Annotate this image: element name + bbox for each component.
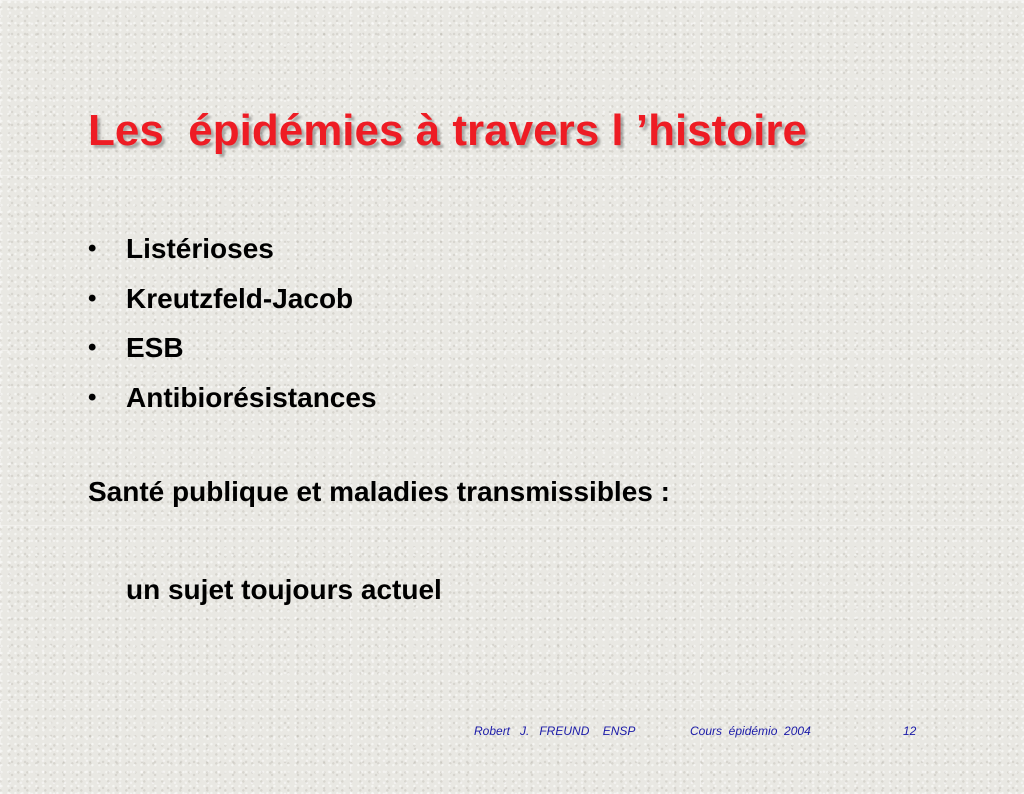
bullet-marker: • — [88, 235, 97, 262]
statement-text: Santé publique et maladies transmissibles : — [88, 476, 670, 507]
bullet-label: ESB — [126, 332, 184, 363]
bullet-marker: • — [88, 383, 97, 411]
slide-footer — [0, 724, 1024, 742]
footer-course: Cours épidémio 2004 — [690, 724, 811, 738]
bullet-label: Antibiorésistances — [126, 381, 377, 413]
slide-title: Les épidémies à travers l ’histoire — [88, 106, 807, 155]
bullet-label: Kreutzfeld-Jacob — [126, 282, 354, 314]
footer-page-number: 12 — [903, 724, 917, 738]
substatement-text: un sujet toujours actuel — [126, 574, 442, 605]
bullet-marker: • — [88, 284, 97, 312]
bullet-label: Listérioses — [126, 233, 274, 264]
footer-author: Robert J. FREUND ENSP — [474, 724, 636, 738]
bullet-marker: • — [88, 334, 97, 361]
